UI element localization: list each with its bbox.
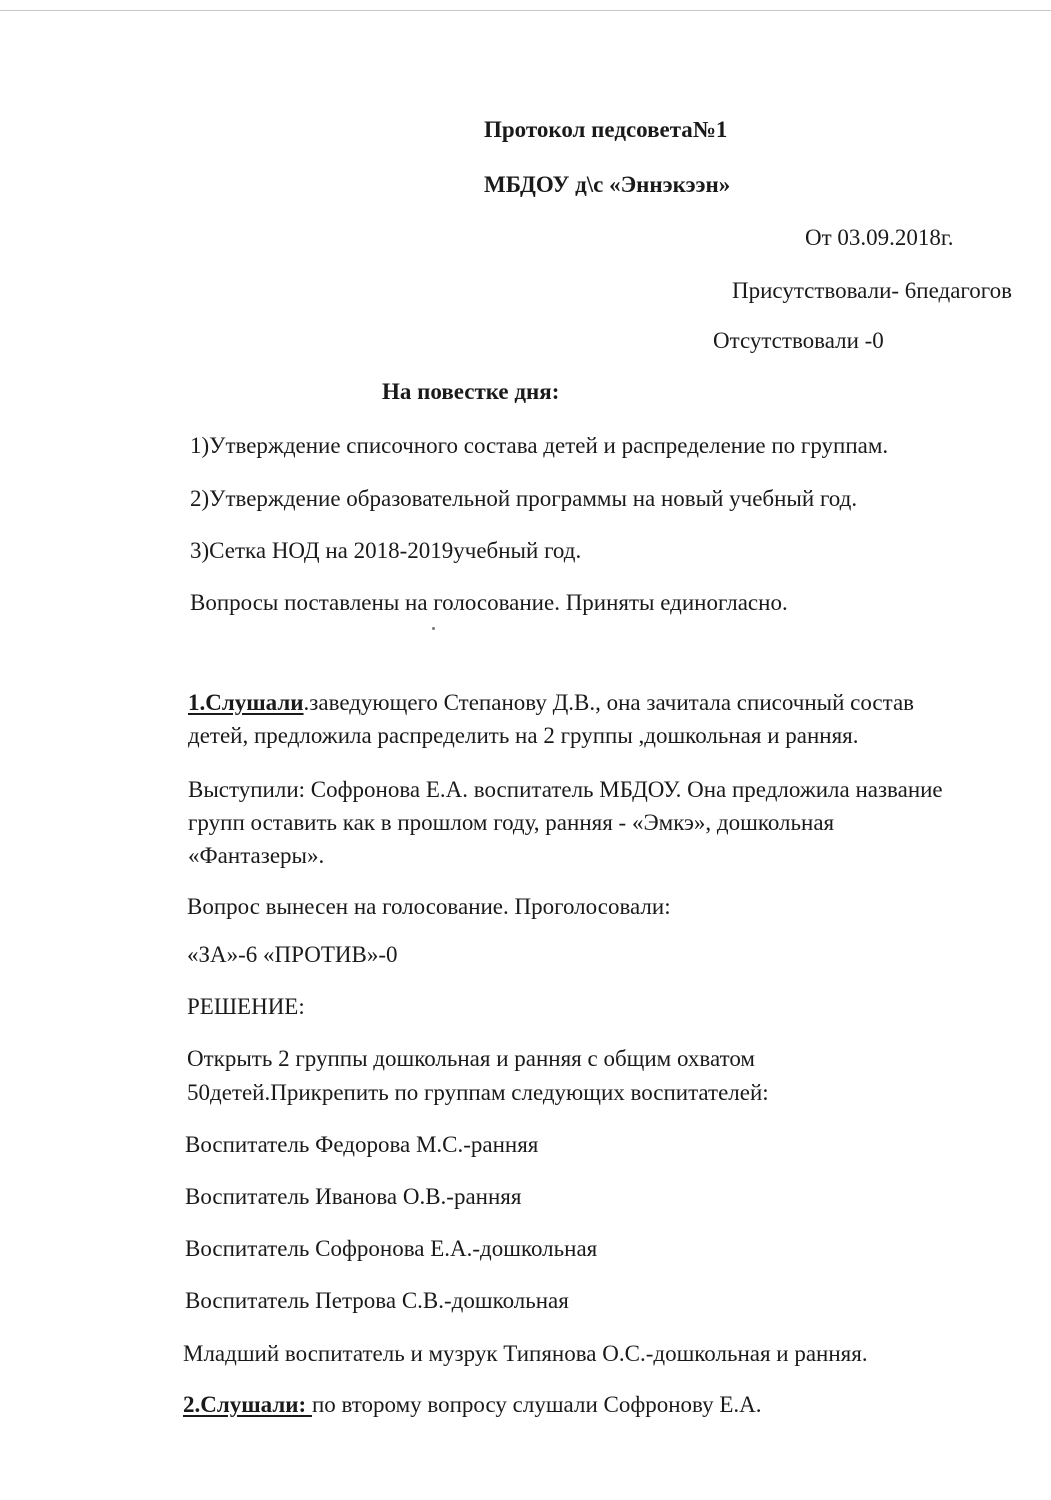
section2-label: 2.Слушали: <box>183 1392 312 1417</box>
document-title: Протокол педсовета№1 <box>484 117 728 142</box>
assignment-line: Воспитатель Петрова С.В.-дошкольная <box>185 1288 569 1313</box>
agenda-vote-text: Вопросы поставлены на голосование. Приняты единогласно. <box>190 590 788 615</box>
section1-text-line: детей, предложила распределить на 2 группы ,дошкольная и ранняя. <box>188 723 859 748</box>
agenda-heading: На повестке дня: <box>382 379 560 404</box>
section1-label: 1.Слушали <box>188 690 304 715</box>
decision-line: 50детей.Прикрепить по группам следующих воспитателей: <box>187 1080 769 1105</box>
assignment-line: Воспитатель Софронова Е.А.-дошкольная <box>185 1236 598 1261</box>
assignment-line: Воспитатель Иванова О.В.-ранняя <box>185 1184 522 1209</box>
section2-line <box>183 1391 762 1419</box>
assignment-line: Воспитатель Федорова М.С.-ранняя <box>185 1132 539 1157</box>
decision-line: Открыть 2 группы дошкольная и ранняя с общим охватом <box>187 1046 755 1071</box>
vote-intro: Вопрос вынесен на голосование. Проголосовали: <box>187 894 671 919</box>
speech-line: Выступили: Софронова Е.А. воспитатель МБДОУ. Она предложила название <box>188 777 943 802</box>
decision-heading: РЕШЕНИЕ: <box>187 994 305 1019</box>
scan-edge-line <box>0 10 1051 11</box>
scan-speck <box>432 627 435 630</box>
agenda-item: 1)Утверждение списочного состава детей и распределение по группам. <box>190 433 889 458</box>
organization-name: МБДОУ д\с «Эннэкээн» <box>484 172 731 197</box>
meeting-date: От 03.09.2018г. <box>805 225 954 250</box>
speech-line: групп оставить как в прошлом году, ранняя - «Эмкэ», дошкольная <box>188 810 835 835</box>
section2-text: по второму вопросу слушали Софронову Е.А. <box>311 1392 762 1417</box>
agenda-item: 3)Сетка НОД на 2018-2019учебный год. <box>190 538 582 563</box>
present-count: Присутствовали- 6педагогов <box>732 278 1012 303</box>
speech-line: «Фантазеры». <box>188 843 325 868</box>
section1-text: .заведующего Степанову Д.В., она зачитала списочный состав <box>303 690 915 715</box>
vote-result: «ЗА»-6 «ПРОТИВ»-0 <box>187 942 398 967</box>
agenda-item: 2)Утверждение образовательной программы на новый учебный год. <box>190 486 858 511</box>
assignment-line: Младший воспитатель и музрук Типянова О.С.-дошкольная и ранняя. <box>183 1341 868 1366</box>
section1-first-line <box>188 689 914 717</box>
absent-count: Отсутствовали -0 <box>713 328 884 353</box>
